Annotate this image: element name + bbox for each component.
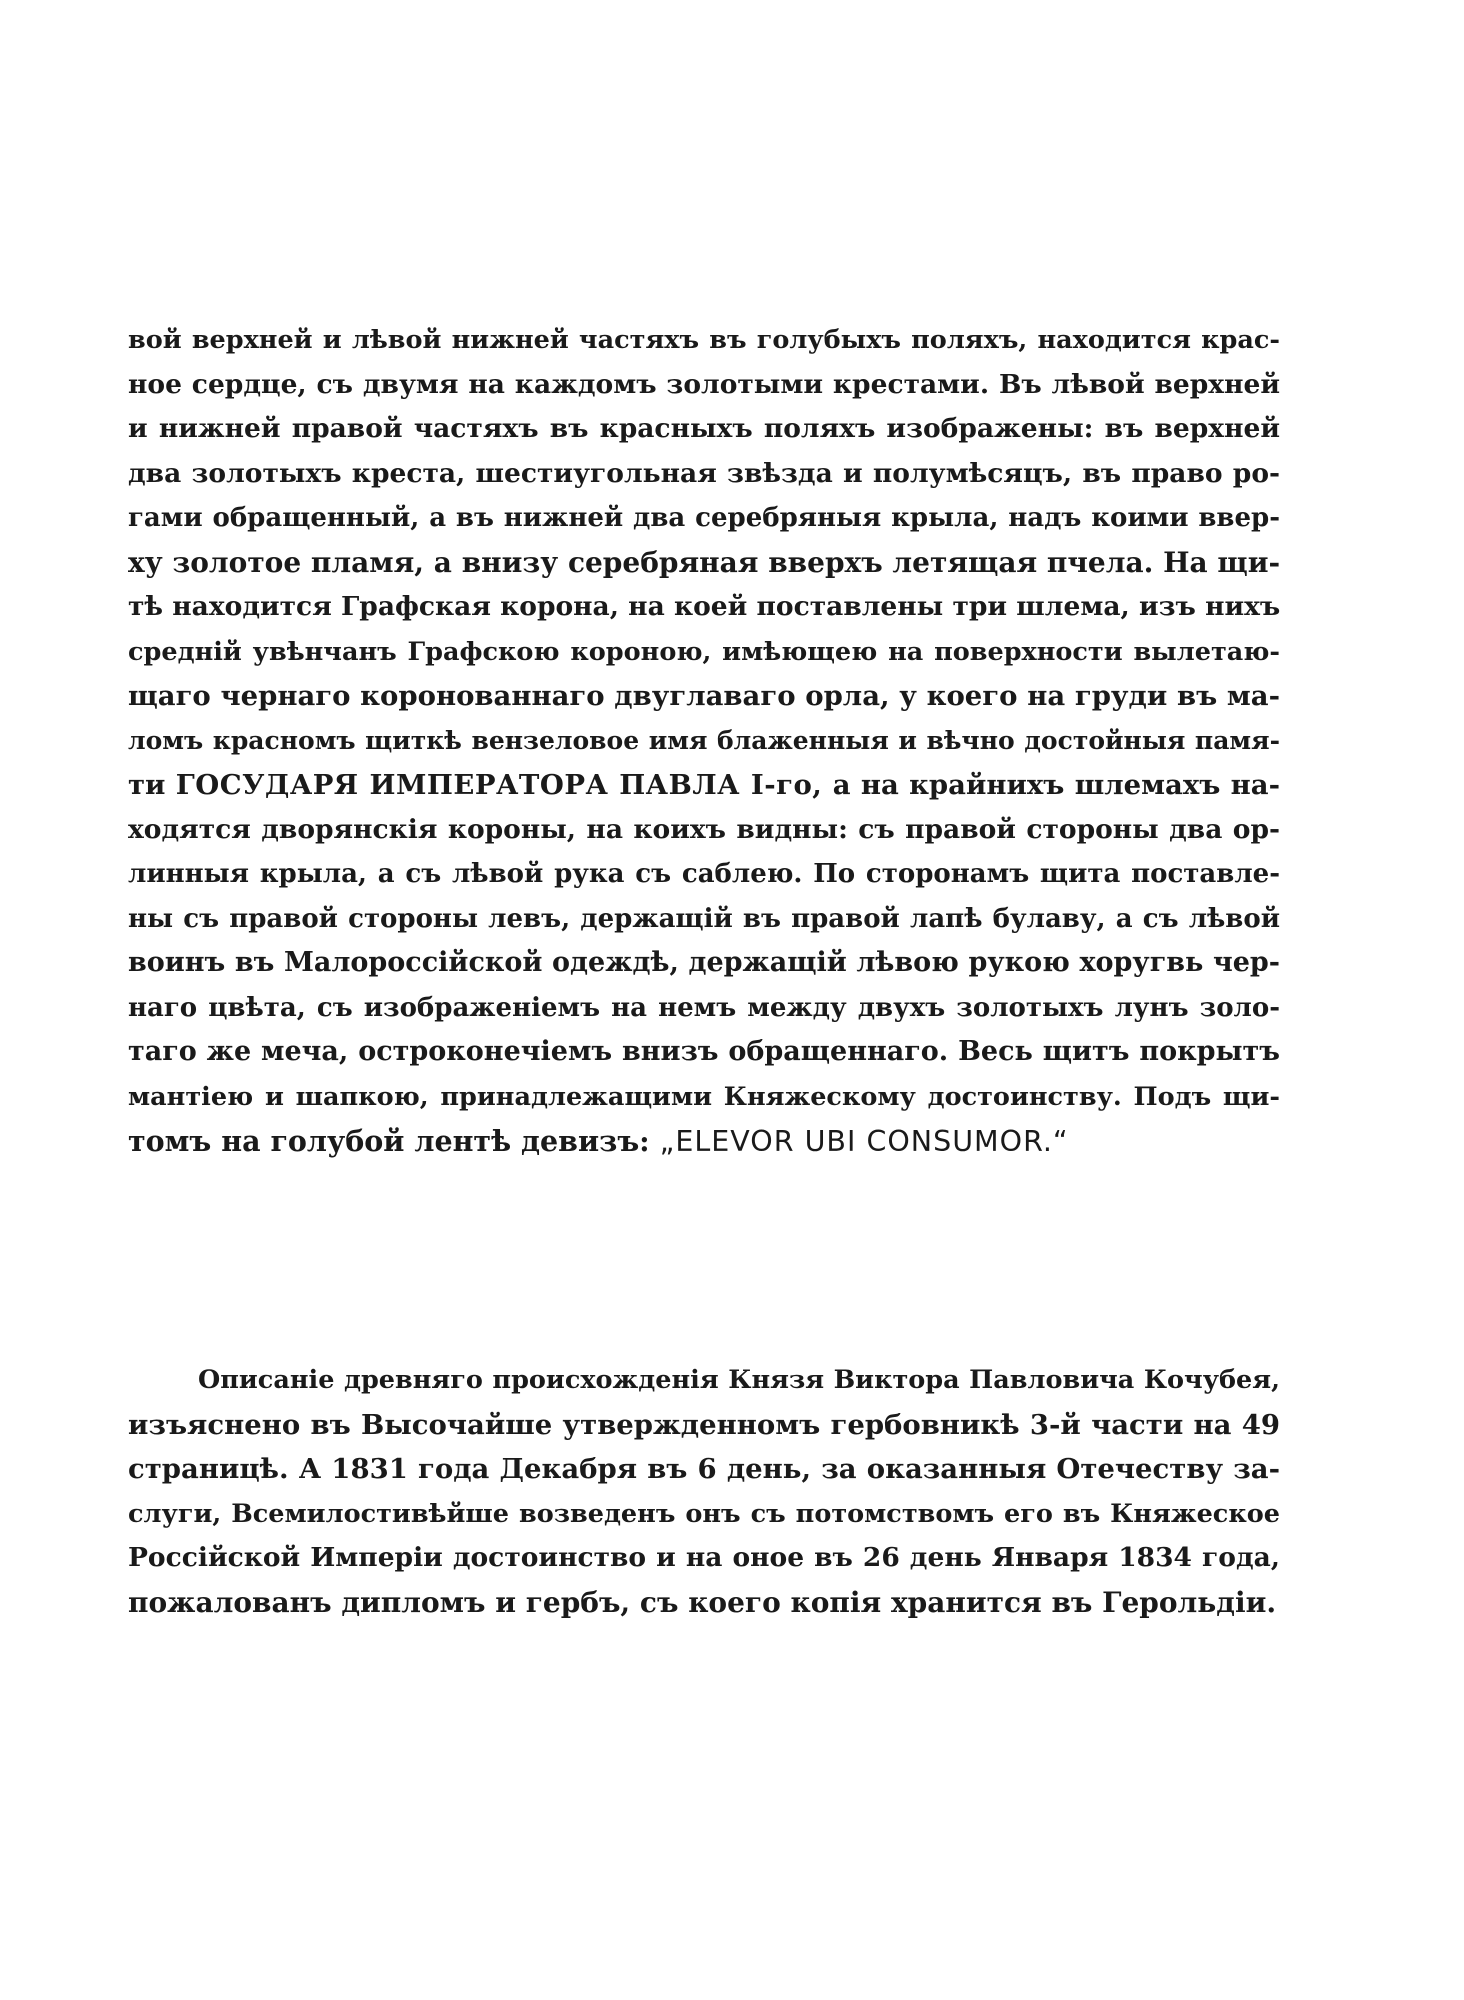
text-line: линныя крыла, а съ лѣвой рука съ саблею. По сторонамъ щита поставле-	[128, 859, 1280, 889]
text-line: два золотыхъ креста, шестиугольная звѣзда и полумѣсяцъ, въ право ро-	[128, 457, 1280, 489]
line-start: ти	[128, 769, 176, 801]
text-line: слуги, Всемилостивѣйше возведенъ онъ съ потомствомъ его въ Княжеское	[128, 1498, 1280, 1529]
text-line-motto	[128, 1119, 1280, 1164]
text-line: таго же меча, остроконечіемъ внизъ обращеннаго. Весь щитъ покрытъ	[128, 1036, 1280, 1067]
text-line: и нижней правой частяхъ въ красныхъ поляхъ изображены: въ верхней	[128, 413, 1280, 444]
motto-intro: томъ на голубой лентѣ девизъ:	[128, 1124, 660, 1158]
text-line: тѣ находится Графская корона, на коей поставлены три шлема, изъ нихъ	[128, 591, 1281, 622]
text-line-emperor	[128, 763, 1280, 808]
text-line: ломъ красномъ щиткѣ вензеловое имя блаженныя и вѣчно достойныя памя-	[128, 725, 1280, 755]
motto: „ELEVOR UBI CONSUMOR.“	[659, 1125, 1069, 1158]
text-line: ху золотое пламя, а внизу серебряная вверхъ летящая пчела. На щи-	[128, 545, 1281, 579]
text-line: воинъ въ Малороссійской одеждѣ, держащій лѣвою рукою хоругвь чер-	[128, 947, 1280, 978]
text-line: ны съ правой стороны левъ, держащій въ правой лапѣ булаву, а съ лѣвой	[128, 903, 1280, 934]
text-line: Россійской Имперіи достоинство и на оное въ 26 день Января 1834 года,	[128, 1542, 1280, 1573]
text-line: мантіею и шапкою, принадлежащими Княжескому достоинству. Подъ щи-	[128, 1081, 1280, 1112]
emperor-name: ГОСУДАРЯ ИМПЕРАТОРА ПАВЛА I-го,	[175, 769, 823, 801]
text-line: наго цвѣта, съ изображеніемъ на немъ между двухъ золотыхъ лунъ золо-	[128, 992, 1280, 1023]
text-line: страницѣ. А 1831 года Декабря въ 6 день, за оказанныя Отечеству за-	[128, 1453, 1280, 1485]
text-line: вой верхней и лѣвой нижней частяхъ въ голубыхъ поляхъ, находится крас-	[128, 325, 1280, 355]
line-end: а на крайнихъ шлемахъ на-	[822, 769, 1280, 801]
text-line: Описаніе древняго происхожденія Князя Виктора Павловича Кочубея,	[198, 1365, 1280, 1395]
text-line: гами обращенный, а въ нижней два серебряныя крыла, надъ коими ввер-	[128, 503, 1280, 533]
text-line: средній увѣнчанъ Графскою короною, имѣющею на поверхности вылетаю-	[128, 636, 1280, 667]
coat-of-arms-description	[128, 318, 1280, 1164]
text-line: ходятся дворянскія короны, на коихъ видны: съ правой стороны два ор-	[128, 813, 1280, 845]
text-line: изъяснено въ Высочайше утвержденномъ гербовникѣ 3-й части на 49	[128, 1408, 1280, 1441]
text-line: пожалованъ дипломъ и гербъ, съ коего копія хранится въ Герольдіи.	[128, 1585, 1277, 1619]
origin-description	[128, 1358, 1280, 1625]
text-line: щаго чернаго коронованнаго двуглаваго орла, у коего на груди въ ма-	[128, 680, 1280, 712]
text-line: ное сердце, съ двумя на каждомъ золотыми крестами. Въ лѣвой верхней	[128, 368, 1280, 400]
